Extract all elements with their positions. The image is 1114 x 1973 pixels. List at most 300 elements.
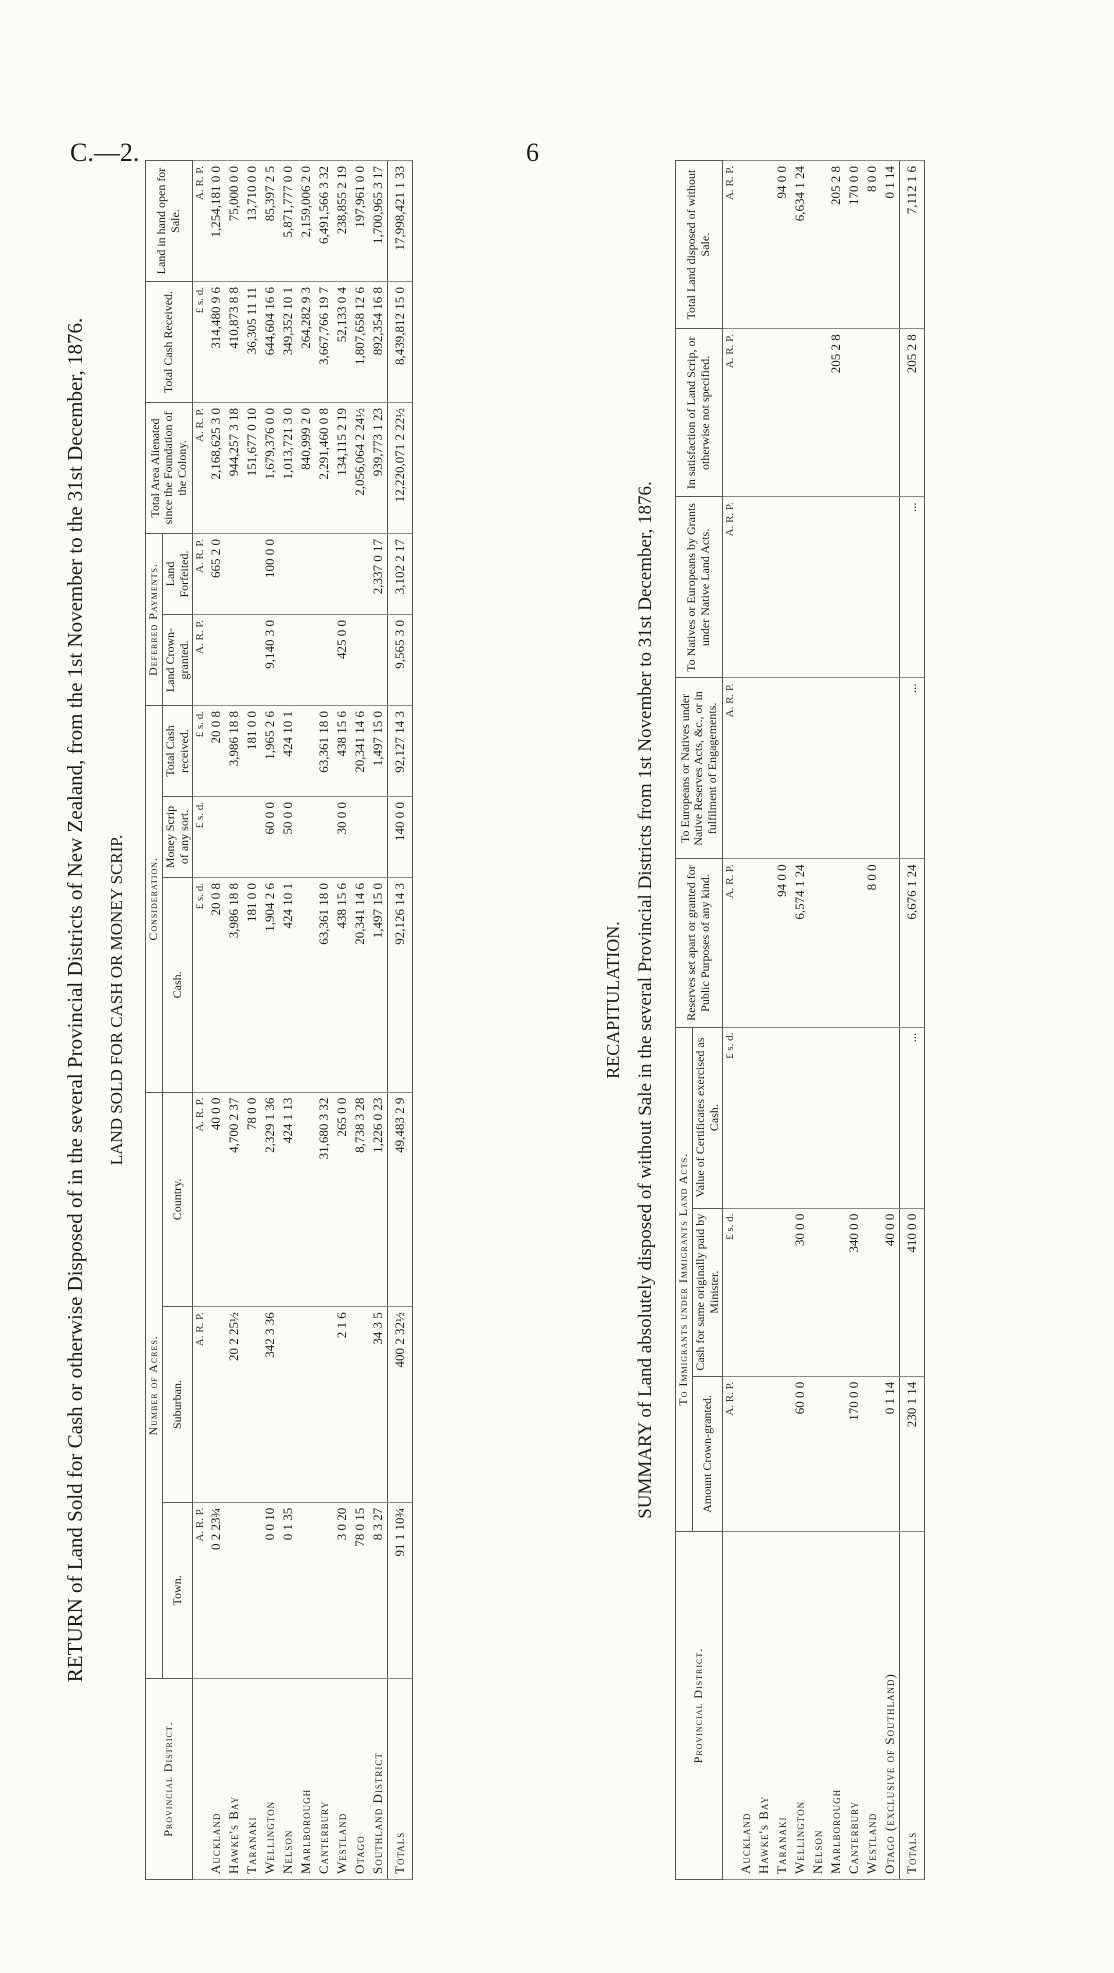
cell-amount xyxy=(737,1376,755,1531)
cell-total: 6,634 1 24 xyxy=(791,161,809,329)
unit-acres: A. R. P. xyxy=(193,161,208,282)
cell-crown: 9,140 3 0 xyxy=(261,615,279,706)
cell-town: 8 3 27 xyxy=(369,1502,388,1678)
cell-scrip xyxy=(369,797,388,878)
total-scrip: 140 0 0 xyxy=(388,797,413,878)
cell-scrip xyxy=(737,329,755,497)
cell-scrip xyxy=(809,329,827,497)
cell-total: 20 0 8 xyxy=(207,706,225,797)
district-name: Wellington xyxy=(261,1679,279,1880)
cell-scrip xyxy=(845,329,863,497)
unit-acres: A. R. P. xyxy=(723,678,738,859)
unit-money: £ s. d. xyxy=(723,1208,738,1376)
cell-natives xyxy=(827,497,845,678)
cell-cash: 1,497 15 0 xyxy=(369,878,388,1093)
cell-suburban xyxy=(207,1307,225,1502)
recap-row xyxy=(755,161,773,1880)
district-name: Otago xyxy=(351,1679,369,1880)
cell-crown xyxy=(243,615,261,706)
cell-town: 0 2 23¾ xyxy=(207,1502,225,1678)
land-sold-totals-row xyxy=(388,161,413,1880)
cell-cert xyxy=(881,1027,900,1208)
district-name: Taranaki xyxy=(773,1532,791,1880)
recap-row xyxy=(863,161,881,1880)
page-number: 6 xyxy=(526,138,539,167)
total-crown: 9,565 3 0 xyxy=(388,615,413,706)
cell-town xyxy=(225,1502,243,1678)
cell-total: 1,965 2 6 xyxy=(261,706,279,797)
cell-suburban: 20 2 25½ xyxy=(225,1307,243,1502)
units-row xyxy=(193,161,208,1880)
cell-europeans xyxy=(845,678,863,859)
recap-total-reserves: 6,676 1 24 xyxy=(900,859,925,1027)
recap-total-total: 7,112 1 6 xyxy=(900,161,925,329)
totals-label: Totals xyxy=(388,1679,413,1880)
cell-open: 2,159,006 2 0 xyxy=(297,161,315,282)
cell-alienated: 1,679,376 0 0 xyxy=(261,403,279,534)
cell-cert xyxy=(773,1027,791,1208)
cell-crown xyxy=(225,615,243,706)
cell-crown: 425 0 0 xyxy=(333,615,351,706)
cell-town: 0 1 35 xyxy=(279,1502,297,1678)
cell-cash xyxy=(809,1208,827,1376)
cell-natives xyxy=(809,497,827,678)
cell-europeans xyxy=(827,678,845,859)
cell-natives xyxy=(791,497,809,678)
cell-country xyxy=(297,1092,315,1307)
cell-cash_received: 892,354 16 8 xyxy=(369,282,388,403)
cell-amount xyxy=(827,1376,845,1531)
cell-reserves xyxy=(845,859,863,1027)
unit-money: £ s. d. xyxy=(193,797,208,878)
cell-scrip: 205 2 8 xyxy=(827,329,845,497)
district-name: Westland xyxy=(863,1532,881,1880)
cell-country: 31,680 3 32 xyxy=(315,1092,333,1307)
cell-reserves xyxy=(737,859,755,1027)
cell-cash_received: 52,133 0 4 xyxy=(333,282,351,403)
cell-open: 238,855 2 19 xyxy=(333,161,351,282)
cell-total xyxy=(297,706,315,797)
district-name: Marlborough xyxy=(297,1679,315,1880)
recap-units-row xyxy=(723,161,738,1880)
col-group-deferred: Deferred Payments. xyxy=(146,534,163,706)
cell-amount xyxy=(773,1376,791,1531)
land-sold-row xyxy=(333,161,351,1880)
total-total-cash: 92,127 14 3 xyxy=(388,706,413,797)
cell-scrip xyxy=(243,797,261,878)
cell-open: 85,397 2 5 xyxy=(261,161,279,282)
district-name: Canterbury xyxy=(845,1532,863,1880)
cell-alienated: 939,773 1 23 xyxy=(369,403,388,534)
land-sold-row xyxy=(297,161,315,1880)
cell-amount: 0 1 14 xyxy=(881,1376,900,1531)
recap-row xyxy=(881,161,900,1880)
cell-total: 181 0 0 xyxy=(243,706,261,797)
unit-acres: A. R. P. xyxy=(193,534,208,615)
cell-alienated: 151,677 0 10 xyxy=(243,403,261,534)
cell-alienated: 944,257 3 18 xyxy=(225,403,243,534)
cell-total xyxy=(755,161,773,329)
cell-cash_received: 314,480 9 6 xyxy=(207,282,225,403)
recap-col-certificates: Value of Certificates exercised as Cash. xyxy=(692,1027,723,1208)
recap-col-europeans: To Europeans or Natives under Native Reserves Acts, &c., or in fulfilment of Engagements. xyxy=(676,678,723,859)
cell-cash: 20,341 14 6 xyxy=(351,878,369,1093)
cell-amount: 60 0 0 xyxy=(791,1376,809,1531)
cell-total: 1,497 15 0 xyxy=(369,706,388,797)
district-name: Wellington xyxy=(791,1532,809,1880)
cell-natives xyxy=(755,497,773,678)
cell-country: 78 0 0 xyxy=(243,1092,261,1307)
cell-total: 205 2 8 xyxy=(827,161,845,329)
district-name: Southland District xyxy=(369,1679,388,1880)
land-sold-row xyxy=(225,161,243,1880)
cell-crown xyxy=(369,615,388,706)
cell-crown xyxy=(351,615,369,706)
col-cash: Cash. xyxy=(162,878,193,1093)
cell-scrip: 60 0 0 xyxy=(261,797,279,878)
cell-scrip xyxy=(297,797,315,878)
cell-scrip: 50 0 0 xyxy=(279,797,297,878)
cell-amount xyxy=(863,1376,881,1531)
cell-reserves xyxy=(809,859,827,1027)
cell-total: 0 1 14 xyxy=(881,161,900,329)
cell-suburban xyxy=(297,1307,315,1502)
cell-crown xyxy=(297,615,315,706)
recap-col-total: Total Land disposed of without Sale. xyxy=(676,161,723,329)
cell-open: 6,491,566 3 32 xyxy=(315,161,333,282)
recap-row xyxy=(791,161,809,1880)
cell-forfeited xyxy=(225,534,243,615)
cell-open: 1,700,965 3 17 xyxy=(369,161,388,282)
cell-europeans xyxy=(755,678,773,859)
land-sold-rows xyxy=(207,161,388,1880)
cell-reserves: 94 0 0 xyxy=(773,859,791,1027)
cell-alienated: 840,999 2 0 xyxy=(297,403,315,534)
cell-cash xyxy=(297,878,315,1093)
cell-scrip: 30 0 0 xyxy=(333,797,351,878)
cell-cash: 340 0 0 xyxy=(845,1208,863,1376)
cell-total: 94 0 0 xyxy=(773,161,791,329)
total-country: 49,483 2 9 xyxy=(388,1092,413,1307)
recap-total-amount: 230 1 14 xyxy=(900,1376,925,1531)
cell-suburban: 34 3 5 xyxy=(369,1307,388,1502)
cell-cash: 63,361 18 0 xyxy=(315,878,333,1093)
cell-total: 63,361 18 0 xyxy=(315,706,333,797)
recap-col-district: Provincial District. xyxy=(676,1532,723,1880)
col-crown-granted: Land Crown-granted. xyxy=(162,615,193,706)
total-cash: 92,126 14 3 xyxy=(388,878,413,1093)
cell-cash_received: 349,352 10 1 xyxy=(279,282,297,403)
cell-town xyxy=(315,1502,333,1678)
district-name: Nelson xyxy=(809,1532,827,1880)
recap-title: SUMMARY of Land absolutely disposed of without Sale in the several Provincial Districts from 1st November to 31st December, 1876. xyxy=(635,481,656,1519)
land-sold-row xyxy=(243,161,261,1880)
total-alienated: 12,220,071 2 22½ xyxy=(388,403,413,534)
recap-row xyxy=(827,161,845,1880)
unit-acres: A. R. P. xyxy=(723,329,738,497)
cell-total: 438 15 6 xyxy=(333,706,351,797)
col-suburban: Suburban. xyxy=(162,1307,193,1502)
cell-reserves xyxy=(755,859,773,1027)
total-town: 91 1 10¾ xyxy=(388,1502,413,1678)
return-title: RETURN of Land Sold for Cash or otherwise Disposed of in the several Provincial Districts of New Zealand, from the 1st November to the 31st December, 1876. xyxy=(63,317,87,1683)
cell-cash_received: 264,282 9 3 xyxy=(297,282,315,403)
cell-total: 3,986 18 8 xyxy=(225,706,243,797)
cell-cash_received: 644,604 16 6 xyxy=(261,282,279,403)
cell-europeans xyxy=(791,678,809,859)
cell-natives xyxy=(845,497,863,678)
cell-amount xyxy=(809,1376,827,1531)
cell-open: 5,871,777 0 0 xyxy=(279,161,297,282)
col-total-cash: Total Cash received. xyxy=(162,706,193,797)
cell-cert xyxy=(863,1027,881,1208)
cell-cert xyxy=(827,1027,845,1208)
total-open: 17,998,421 1 33 xyxy=(388,161,413,282)
recap-rows xyxy=(737,161,900,1880)
cell-forfeited xyxy=(297,534,315,615)
document-code: C.—2. xyxy=(70,138,140,167)
recap-row xyxy=(809,161,827,1880)
cell-cash: 40 0 0 xyxy=(881,1208,900,1376)
cell-scrip xyxy=(351,797,369,878)
recap-col-reserves: Reserves set apart or granted for Public Purposes of any kind. xyxy=(676,859,723,1027)
cell-forfeited xyxy=(315,534,333,615)
cell-cash xyxy=(755,1208,773,1376)
cell-total xyxy=(809,161,827,329)
unit-money: £ s. d. xyxy=(193,706,208,797)
cell-europeans xyxy=(881,678,900,859)
total-cash-received: 8,439,812 15 0 xyxy=(388,282,413,403)
recap-col-cash: Cash for same originally paid by Minister. xyxy=(692,1208,723,1376)
land-sold-row xyxy=(369,161,388,1880)
cell-scrip xyxy=(207,797,225,878)
cell-natives xyxy=(773,497,791,678)
district-name: Nelson xyxy=(279,1679,297,1880)
section-title: LAND SOLD FOR CASH OR MONEY SCRIP. xyxy=(107,834,126,1166)
col-forfeited: Land Forfeited. xyxy=(162,534,193,615)
col-group-acres: Number of Acres. xyxy=(146,1092,163,1678)
cell-cert xyxy=(809,1027,827,1208)
cell-suburban: 2 1 6 xyxy=(333,1307,351,1502)
land-sold-table xyxy=(145,160,413,1880)
cell-cash xyxy=(773,1208,791,1376)
cell-cash_received: 3,667,766 19 7 xyxy=(315,282,333,403)
col-scrip: Money Scrip of any sort. xyxy=(162,797,193,878)
cell-country: 40 0 0 xyxy=(207,1092,225,1307)
recap-totals-label: Totals xyxy=(900,1532,925,1880)
recap-table xyxy=(675,160,925,1880)
cell-crown xyxy=(207,615,225,706)
cell-country: 8,738 3 28 xyxy=(351,1092,369,1307)
cell-cash: 181 0 0 xyxy=(243,878,261,1093)
district-name: Westland xyxy=(333,1679,351,1880)
cell-alienated: 1,013,721 3 0 xyxy=(279,403,297,534)
cell-total: 170 0 0 xyxy=(845,161,863,329)
unit-acres: A. R. P. xyxy=(723,1376,738,1531)
cell-cash_received: 410,873 8 8 xyxy=(225,282,243,403)
cell-reserves xyxy=(881,859,900,1027)
cell-cash_received: 36,305 11 11 xyxy=(243,282,261,403)
cell-suburban xyxy=(351,1307,369,1502)
unit-acres: A. R. P. xyxy=(723,859,738,1027)
cell-cash xyxy=(827,1208,845,1376)
district-name: Auckland xyxy=(737,1532,755,1880)
land-sold-row xyxy=(261,161,279,1880)
cell-europeans xyxy=(773,678,791,859)
cell-forfeited: 2,337 0 17 xyxy=(369,534,388,615)
cell-crown xyxy=(279,615,297,706)
cell-forfeited: 100 0 0 xyxy=(261,534,279,615)
recap-col-amount: Amount Crown-granted. xyxy=(692,1376,723,1531)
cell-scrip xyxy=(773,329,791,497)
col-town: Town. xyxy=(162,1502,193,1678)
cell-total xyxy=(737,161,755,329)
cell-cert xyxy=(791,1027,809,1208)
cell-europeans xyxy=(737,678,755,859)
rotated-page-content xyxy=(55,110,1055,1890)
cell-cash: 1,904 2 6 xyxy=(261,878,279,1093)
cell-town xyxy=(297,1502,315,1678)
cell-town: 0 0 10 xyxy=(261,1502,279,1678)
cell-open: 197,961 0 0 xyxy=(351,161,369,282)
recap-row xyxy=(845,161,863,1880)
cell-town: 78 0 15 xyxy=(351,1502,369,1678)
cell-amount xyxy=(755,1376,773,1531)
recap-col-scrip: In satisfaction of Land Scrip, or otherwise not specified. xyxy=(676,329,723,497)
total-forfeited: 3,102 2 17 xyxy=(388,534,413,615)
land-sold-row xyxy=(207,161,225,1880)
cell-suburban: 342 3 36 xyxy=(261,1307,279,1502)
cell-reserves xyxy=(827,859,845,1027)
col-land-open: Land in hand open for Sale. xyxy=(146,161,193,282)
cell-alienated: 134,115 2 19 xyxy=(333,403,351,534)
district-name: Hawke's Bay xyxy=(755,1532,773,1880)
cell-open: 1,254,181 0 0 xyxy=(207,161,225,282)
cell-country: 1,226 0 23 xyxy=(369,1092,388,1307)
cell-country: 4,700 2 37 xyxy=(225,1092,243,1307)
district-name: Hawke's Bay xyxy=(225,1679,243,1880)
cell-town xyxy=(243,1502,261,1678)
cell-europeans xyxy=(863,678,881,859)
cell-cert xyxy=(737,1027,755,1208)
cell-cash: 438 15 6 xyxy=(333,878,351,1093)
total-suburban: 400 2 32½ xyxy=(388,1307,413,1502)
cell-alienated: 2,056,064 2 24½ xyxy=(351,403,369,534)
recap-total-europeans: ... xyxy=(900,678,925,859)
unit-acres: A. R. P. xyxy=(193,1307,208,1502)
cell-europeans xyxy=(809,678,827,859)
unit-money: £ s. d. xyxy=(723,1027,738,1208)
land-sold-row xyxy=(315,161,333,1880)
district-name: Marlborough xyxy=(827,1532,845,1880)
land-sold-row xyxy=(351,161,369,1880)
cell-total: 424 10 1 xyxy=(279,706,297,797)
unit-acres: A. R. P. xyxy=(723,161,738,329)
cell-cash_received: 1,807,658 12 6 xyxy=(351,282,369,403)
cell-cash xyxy=(737,1208,755,1376)
cell-natives xyxy=(863,497,881,678)
cell-cert xyxy=(845,1027,863,1208)
unit-money: £ s. d. xyxy=(193,878,208,1093)
cell-country: 2,329 1 36 xyxy=(261,1092,279,1307)
cell-natives xyxy=(737,497,755,678)
cell-open: 75,000 0 0 xyxy=(225,161,243,282)
cell-cash xyxy=(863,1208,881,1376)
district-name: Otago (exclusive of Southland) xyxy=(881,1532,900,1880)
cell-cash: 30 0 0 xyxy=(791,1208,809,1376)
cell-cash: 3,986 18 8 xyxy=(225,878,243,1093)
cell-forfeited xyxy=(333,534,351,615)
recap-col-group-immigrants: To Immigrants under Immigrants Land Acts. xyxy=(676,1027,693,1532)
cell-natives xyxy=(881,497,900,678)
cell-reserves: 6,574 1 24 xyxy=(791,859,809,1027)
cell-scrip xyxy=(225,797,243,878)
recap-totals-row xyxy=(900,161,925,1880)
cell-town: 3 0 20 xyxy=(333,1502,351,1678)
cell-scrip xyxy=(881,329,900,497)
cell-cert xyxy=(755,1027,773,1208)
unit-acres: A. R. P. xyxy=(193,403,208,534)
cell-forfeited xyxy=(243,534,261,615)
col-group-consideration: Consideration. xyxy=(146,706,163,1093)
recap-col-natives: To Natives or Europeans by Grants under Native Land Acts. xyxy=(676,497,723,678)
col-country: Country. xyxy=(162,1092,193,1307)
cell-total: 8 0 0 xyxy=(863,161,881,329)
cell-open: 13,710 0 0 xyxy=(243,161,261,282)
cell-alienated: 2,168,625 3 0 xyxy=(207,403,225,534)
cell-alienated: 2,291,460 0 8 xyxy=(315,403,333,534)
cell-forfeited xyxy=(351,534,369,615)
cell-forfeited: 665 2 0 xyxy=(207,534,225,615)
cell-suburban xyxy=(279,1307,297,1502)
unit-acres: A. R. P. xyxy=(193,1502,208,1678)
cell-suburban xyxy=(243,1307,261,1502)
unit-acres: A. R. P. xyxy=(723,497,738,678)
unit-acres: A. R. P. xyxy=(193,1092,208,1307)
recap-row xyxy=(773,161,791,1880)
cell-country: 424 1 13 xyxy=(279,1092,297,1307)
cell-scrip xyxy=(863,329,881,497)
cell-total: 20,341 14 6 xyxy=(351,706,369,797)
cell-reserves: 8 0 0 xyxy=(863,859,881,1027)
recap-row xyxy=(737,161,755,1880)
district-name: Canterbury xyxy=(315,1679,333,1880)
district-name: Taranaki xyxy=(243,1679,261,1880)
unit-acres: A. R. P. xyxy=(193,615,208,706)
recap-heading: RECAPITULATION. xyxy=(603,921,623,1079)
cell-suburban xyxy=(315,1307,333,1502)
district-name: Auckland xyxy=(207,1679,225,1880)
cell-scrip xyxy=(755,329,773,497)
cell-country: 265 0 0 xyxy=(333,1092,351,1307)
cell-crown xyxy=(315,615,333,706)
col-alienated: Total Area Alienated since the Foundation of the Colony. xyxy=(146,403,193,534)
recap-total-cash: 410 0 0 xyxy=(900,1208,925,1376)
col-total-cash-received: Total Cash Received. xyxy=(146,282,193,403)
recap-total-scrip: 205 2 8 xyxy=(900,329,925,497)
cell-cash: 20 0 8 xyxy=(207,878,225,1093)
col-district: Provincial District. xyxy=(146,1679,193,1880)
cell-scrip xyxy=(791,329,809,497)
cell-forfeited xyxy=(279,534,297,615)
cell-amount: 170 0 0 xyxy=(845,1376,863,1531)
cell-scrip xyxy=(315,797,333,878)
recap-total-natives: ... xyxy=(900,497,925,678)
cell-cash: 424 10 1 xyxy=(279,878,297,1093)
unit-money: £ s. d. xyxy=(193,282,208,403)
land-sold-row xyxy=(279,161,297,1880)
recap-total-cert: ... xyxy=(900,1027,925,1208)
